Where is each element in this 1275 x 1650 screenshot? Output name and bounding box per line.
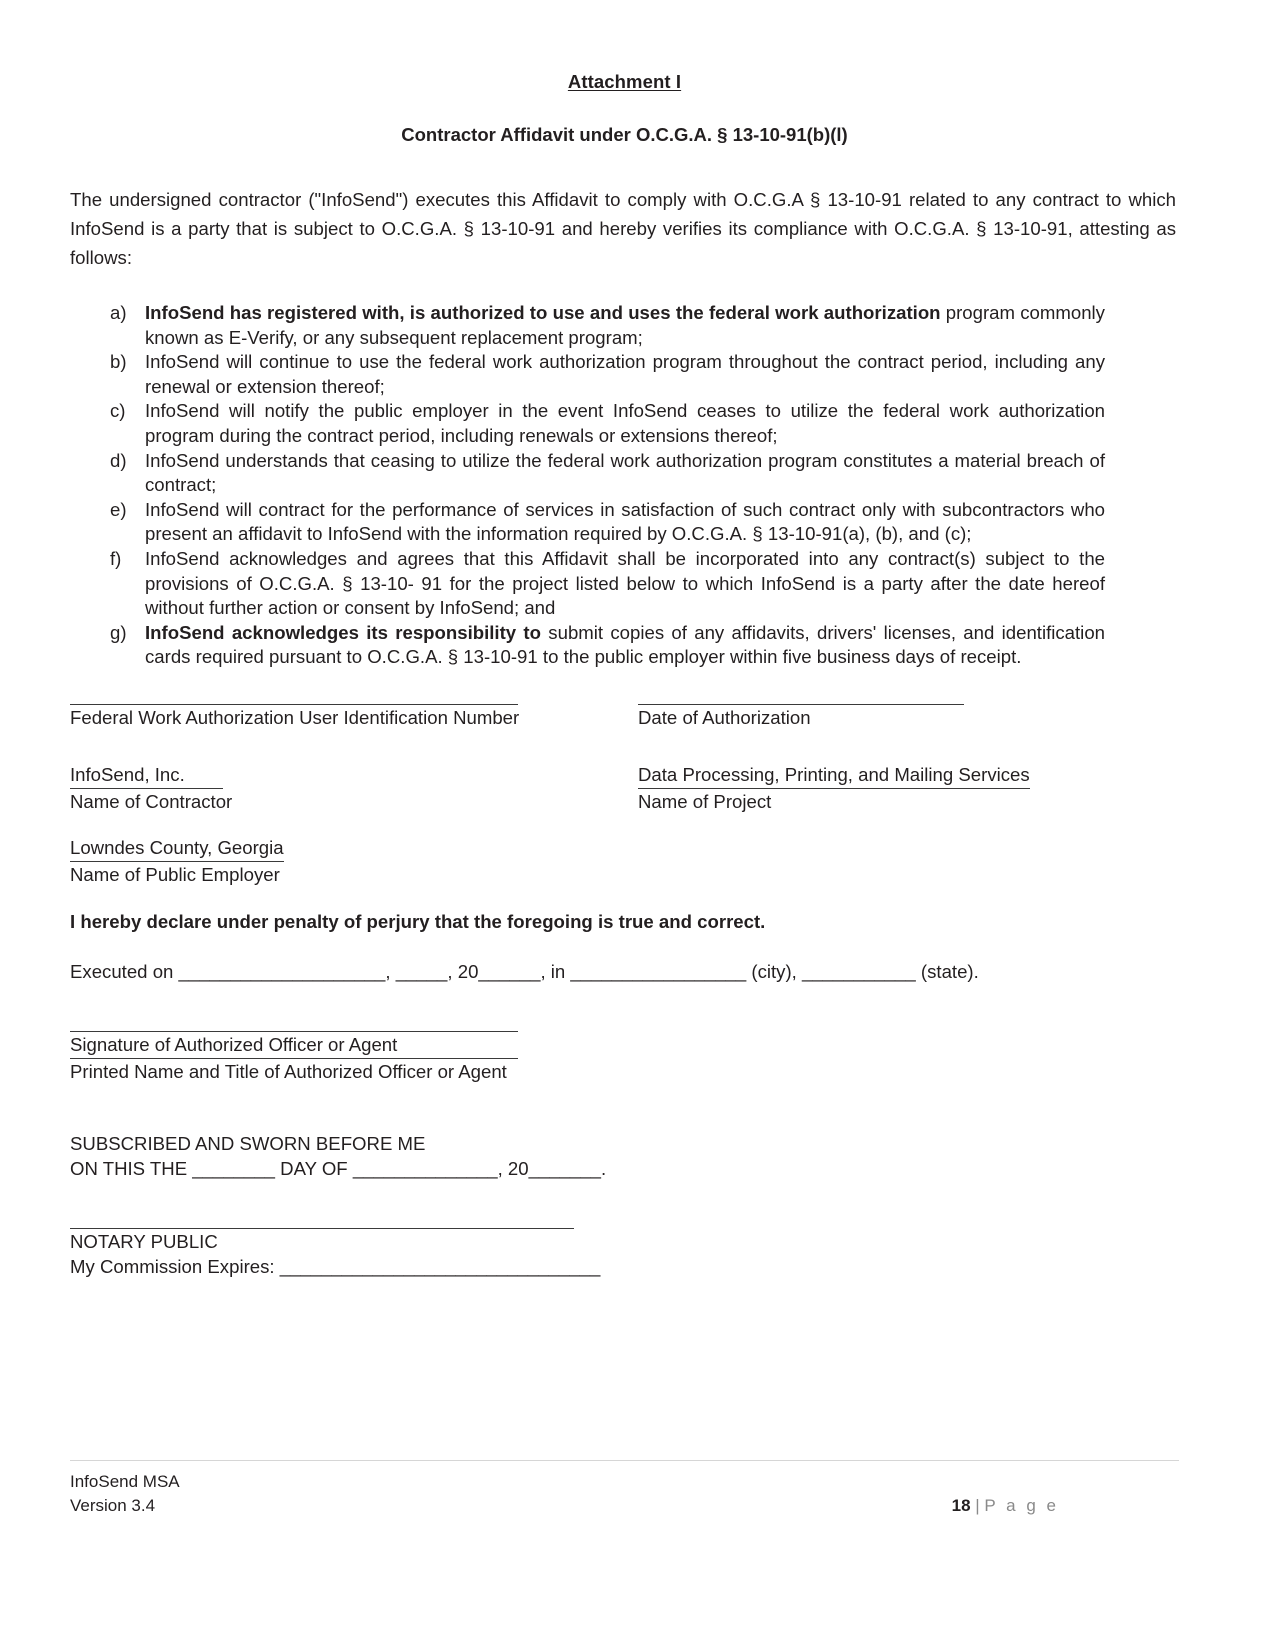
list-item-text: program commonly known as E-Verify, or any subsequent replacement program; (145, 302, 1105, 348)
list-item (70, 621, 1179, 670)
contractor-value: InfoSend, Inc. (70, 762, 223, 789)
notary-subscribed-block (70, 1131, 1179, 1181)
list-item (70, 350, 1179, 399)
contractor-project-row (70, 762, 1179, 835)
list-item (70, 498, 1179, 547)
footer-doc-name: InfoSend MSA (70, 1472, 180, 1491)
declaration-statement: I hereby declare under penalty of perjury that the foregoing is true and correct. (70, 910, 766, 932)
project-value: Data Processing, Printing, and Mailing Services (638, 762, 1030, 789)
list-item-text: submit copies of any affidavits, drivers' licenses, and identification cards required pursuant to O.C.G.A. § 13-10-91 to the public employer within five business days of receipt. (145, 621, 1105, 668)
federal-id-field (70, 704, 630, 730)
list-item-marker: g) (110, 621, 127, 643)
list-item-text: InfoSend understands that ceasing to utilize the federal work authorization program constitutes a material breach of contract; (145, 449, 1105, 496)
list-item-marker: e) (110, 498, 127, 520)
public-employer-label: Name of Public Employer (70, 863, 280, 885)
contractor-field (70, 762, 630, 814)
project-field (638, 762, 1158, 814)
footer-version: Version 3.4 (70, 1496, 156, 1515)
list-item-bold-text: InfoSend acknowledges its responsibility to (145, 621, 541, 643)
footer-page-indicator (952, 1494, 1059, 1518)
federal-id-label: Federal Work Authorization User Identification Number (70, 706, 520, 728)
footer-row-one (70, 1470, 1179, 1494)
attachment-heading-text: Attachment I (567, 71, 682, 92)
public-employer-row (70, 835, 1179, 909)
footer-page-number: 18 (951, 1496, 971, 1515)
public-employer-field (70, 835, 630, 887)
printed-name-label: Printed Name and Title of Authorized Officer or Agent (70, 1060, 507, 1082)
footer-page-word: P a g e (984, 1496, 1059, 1515)
list-item-text: InfoSend will continue to use the federal work authorization program throughout the contract period, including any renewal or extension thereof; (145, 351, 1105, 397)
commission-expires-line[interactable]: My Commission Expires: _______________________________ (70, 1255, 601, 1277)
printed-name-field (70, 1058, 1179, 1084)
list-item-text: InfoSend will contract for the performance of services in satisfaction of such contract only with subcontractors who present an affidavit to InfoSend with the information required by O.C.G.A. § 13-10-91(a), (b), and (c); (145, 498, 1105, 545)
notary-public-label: NOTARY PUBLIC (70, 1230, 218, 1252)
list-item (70, 449, 1179, 498)
subscribed-sworn-line: SUBSCRIBED AND SWORN BEFORE ME (70, 1132, 426, 1154)
contractor-label: Name of Contractor (70, 790, 233, 812)
project-label: Name of Project (638, 790, 772, 812)
list-item-marker: d) (110, 449, 127, 471)
affidavit-items-list (70, 301, 1179, 670)
list-item-marker: b) (110, 351, 127, 373)
page-footer (70, 1460, 1179, 1518)
date-of-authorization-field (638, 704, 1158, 730)
list-item-marker: a) (110, 302, 127, 323)
list-item (70, 547, 1179, 621)
list-item-marker: c) (110, 400, 126, 422)
footer-page-separator: | (970, 1496, 985, 1515)
affidavit-heading: Contractor Affidavit under O.C.G.A. § 13-10-91(b)(l) (401, 124, 848, 145)
list-item-text: InfoSend will notify the public employer in the event InfoSend ceases to utilize the federal work authorization program during the contract period, including renewals or extensions thereof; (145, 400, 1105, 446)
list-item (70, 301, 1179, 350)
on-this-the-line[interactable]: ON THIS THE ________ DAY OF ______________, 20_______. (70, 1157, 607, 1179)
notary-public-field (70, 1228, 1179, 1279)
signature-label: Signature of Authorized Officer or Agent (70, 1033, 398, 1055)
intro-paragraph: The undersigned contractor ("InfoSend") executes this Affidavit to comply with O.C.G.A § 13-10-91 related to any contract to which InfoSend is a party that is subject to O.C.G.A. § 13-10-91 and hereby verifies its compliance with O.C.G.A. § 13-10-91, attesting as follows: (70, 189, 1176, 268)
executed-on-line[interactable]: Executed on ____________________, _____, 20______, in _________________ (city), ___________ (state). (70, 960, 979, 982)
public-employer-value: Lowndes County, Georgia (70, 835, 284, 862)
signature-field (70, 1031, 1179, 1057)
attachment-heading (70, 71, 1179, 93)
list-item (70, 399, 1179, 448)
signature-block (70, 704, 1179, 1279)
footer-row-two (70, 1494, 1179, 1518)
auth-id-row (70, 704, 1179, 762)
list-item-marker: f) (110, 547, 122, 569)
list-item-bold-text: InfoSend has registered with, is authorized to use and uses the federal work authorization (145, 302, 941, 323)
list-item-text: InfoSend acknowledges and agrees that this Affidavit shall be incorporated into any contract(s) subject to the provisions of O.C.G.A. § 13-10- 91 for the project listed below to which InfoSend is a party after the date hereof without further action or consent by InfoSend; and (145, 547, 1105, 619)
date-of-authorization-label: Date of Authorization (638, 706, 811, 728)
